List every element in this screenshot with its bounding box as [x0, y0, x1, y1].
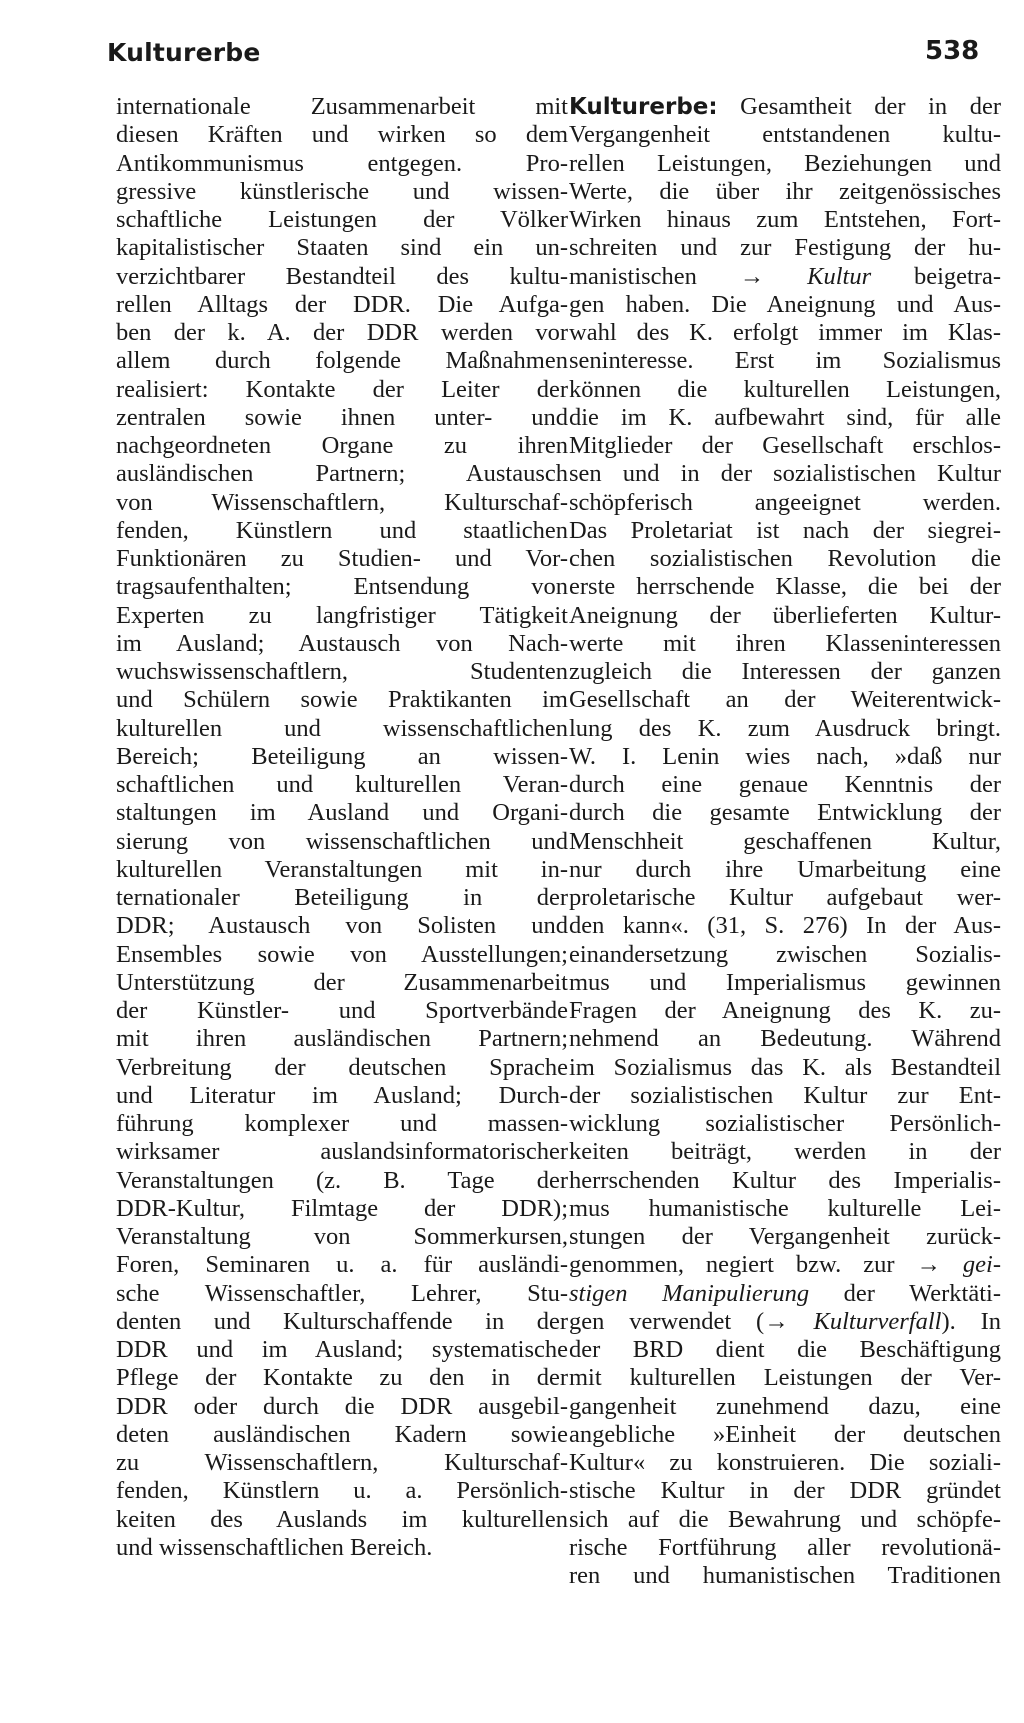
text-line: und Literatur im Ausland; Durch-: [116, 1081, 568, 1109]
text-line: von Wissenschaftlern, Kulturschaf-: [116, 488, 568, 516]
text-line: Aneignung der überlieferten Kultur-: [569, 601, 1001, 629]
cross-reference-geistige-manipulierung-cont: stigen Manipulierung: [569, 1279, 810, 1307]
text-line: wahl des K. erfolgt immer im Klas-: [569, 319, 1001, 346]
text-line: internationale Zusammenarbeit mit: [116, 93, 568, 120]
left-column: [116, 93, 568, 1562]
text-line: fenden, Künstlern u. a. Persönlich-: [116, 1477, 568, 1505]
right-column: [569, 93, 1001, 1590]
text-line: werte mit ihren Klasseninteressen: [569, 629, 1001, 657]
text-line: angebliche »Einheit der deutschen: [569, 1420, 1001, 1448]
text-line: wuchswissenschaftlern, Studenten: [116, 658, 568, 685]
text-line: zugleich die Interessen der ganzen: [569, 658, 1001, 685]
text-line: zu Wissenschaftlern, Kulturschaf-: [116, 1449, 568, 1476]
text-line: durch eine genaue Kenntnis der: [569, 771, 1001, 798]
text-line: fenden, Künstlern und staatlichen: [116, 516, 568, 544]
text-line: seninteresse. Erst im Sozialismus: [569, 347, 1001, 375]
text-line: im Ausland; Austausch von Nach-: [116, 629, 568, 657]
text-line: sche Wissenschaftler, Lehrer, Stu-: [116, 1279, 568, 1307]
text-line: führung komplexer und massen-: [116, 1110, 568, 1137]
text-line: mit kulturellen Leistungen der Ver-: [569, 1364, 1001, 1392]
text-line: schöpferisch angeeignet werden.: [569, 488, 1001, 516]
text-line: nur durch ihre Umarbeitung eine: [569, 855, 1001, 883]
text-line: gen haben. Die Aneignung und Aus-: [569, 290, 1001, 318]
text-line: Bereich; Beteiligung an wissen-: [116, 742, 568, 770]
text-line: DDR-Kultur, Filmtage der DDR);: [116, 1194, 568, 1222]
text-line: den kann«. (31, S. 276) In der Aus-: [569, 912, 1001, 940]
cross-reference-geistige-manipulierung: gei-: [962, 1251, 1001, 1279]
text-line: kulturellen und wissenschaftlichen: [116, 714, 568, 742]
text-line: schreiten und zur Festigung der hu-: [569, 234, 1001, 262]
text-line: Wirken hinaus zum Entstehen, Fort-: [569, 206, 1001, 233]
text-line: schaftlichen und kulturellen Veran-: [116, 771, 568, 798]
text-line: realisiert: Kontakte der Leiter der: [116, 375, 568, 403]
text-line: DDR; Austausch von Solisten und: [116, 912, 568, 940]
entry-headword: Kulturerbe:: [569, 94, 718, 120]
text-line: W. I. Lenin wies nach, »daß nur: [569, 742, 1001, 770]
text-line: kulturellen Veranstaltungen mit in-: [116, 855, 568, 883]
text-line: herrschenden Kultur des Imperialis-: [569, 1166, 1001, 1194]
text-line: stungen der Vergangenheit zurück-: [569, 1223, 1001, 1250]
text-line: wirksamer auslandsinformatorischer: [116, 1138, 568, 1166]
text-line: sen und in der sozialistischen Kultur: [569, 460, 1001, 488]
text-line: staltungen im Ausland und Organi-: [116, 799, 568, 827]
text-line: erste herrschende Klasse, die bei der: [569, 573, 1001, 601]
text-line: stigen Manipulierung der Werktäti-: [569, 1279, 1001, 1307]
text-line: Verbreitung der deutschen Sprache: [116, 1053, 568, 1081]
text-line: proletarische Kultur aufgebaut wer-: [569, 884, 1001, 911]
text-line: mus und Imperialismus gewinnen: [569, 968, 1001, 996]
text-line: Gesellschaft an der Weiterentwick-: [569, 686, 1001, 714]
text-line: DDR oder durch die DDR ausgebil-: [116, 1392, 568, 1420]
text-line: keiten beiträgt, werden in der: [569, 1138, 1001, 1166]
text-line: und wissenschaftlichen Bereich.: [116, 1533, 433, 1561]
text-line: DDR und im Ausland; systematische: [116, 1336, 568, 1363]
text-line: der Künstler- und Sportverbände: [116, 997, 568, 1024]
text-line: Veranstaltung von Sommerkursen,: [116, 1223, 568, 1250]
text-line: gressive künstlerische und wissen-: [116, 177, 568, 205]
text-line: ben der k. A. der DDR werden vor: [116, 319, 568, 346]
text-line: Funktionären zu Studien- und Vor-: [116, 545, 568, 572]
text-line: wicklung sozialistischer Persönlich-: [569, 1110, 1001, 1137]
text-line: diesen Kräften und wirken so dem: [116, 121, 568, 149]
text-line: verzichtbarer Bestandteil des kultu-: [116, 262, 568, 290]
text-line: Mitglieder der Gesellschaft erschlos-: [569, 432, 1001, 459]
text-line: Vergangenheit entstandenen kultu-: [569, 121, 1001, 149]
text-line: mit ihren ausländischen Partnern;: [116, 1025, 568, 1053]
text-line: einandersetzung zwischen Sozialis-: [569, 940, 1001, 968]
text-line: ren und humanistischen Traditionen: [569, 1562, 1001, 1589]
cross-reference-kulturverfall: Kulturverfall: [813, 1307, 942, 1335]
text-line: gangenheit zunehmend dazu, eine: [569, 1392, 1001, 1420]
text-line: sierung von wissenschaftlichen und: [116, 827, 568, 855]
text-line: Experten zu langfristiger Tätigkeit: [116, 601, 568, 629]
cross-reference-kultur: Kultur: [807, 262, 872, 290]
text-line: genommen, negiert bzw. zur → gei-: [569, 1251, 1001, 1279]
text-line: Das Proletariat ist nach der siegrei-: [569, 516, 1001, 544]
text-line: die im K. aufbewahrt sind, für alle: [569, 403, 1001, 431]
text-line: nachgeordneten Organe zu ihren: [116, 432, 568, 459]
text-line: denten und Kulturschaffende in der: [116, 1307, 568, 1335]
text-line: zentralen sowie ihnen unter- und: [116, 403, 568, 431]
text-line: Unterstützung der Zusammenarbeit: [116, 968, 568, 996]
text-line: Ensembles sowie von Ausstellungen;: [116, 940, 568, 968]
text-line: der sozialistischen Kultur zur Ent-: [569, 1081, 1001, 1109]
text-line: ternationaler Beteiligung in der: [116, 884, 568, 911]
text-line: mus humanistische kulturelle Lei-: [569, 1194, 1001, 1222]
text-line: und Schülern sowie Praktikanten im: [116, 686, 568, 714]
text-line: tragsaufenthalten; Entsendung von: [116, 573, 568, 601]
text-line: ausländischen Partnern; Austausch: [116, 460, 568, 488]
text-line: rellen Alltags der DDR. Die Aufga-: [116, 290, 568, 318]
text-line: Foren, Seminaren u. a. für ausländi-: [116, 1251, 568, 1279]
text-line: können die kulturellen Leistungen,: [569, 375, 1001, 403]
text-line: sich auf die Bewahrung und schöpfe-: [569, 1505, 1001, 1533]
text-line: durch die gesamte Entwicklung der: [569, 799, 1001, 827]
text-line: Menschheit geschaffenen Kultur,: [569, 827, 1001, 855]
running-head: Kulturerbe: [107, 38, 261, 67]
text-line: im Sozialismus das K. als Bestandteil: [569, 1053, 1001, 1081]
text-line: allem durch folgende Maßnahmen: [116, 347, 568, 375]
entry-first-line: Kulturerbe: Gesamtheit der in der: [569, 93, 1001, 120]
text-line: der BRD dient die Beschäftigung: [569, 1336, 1001, 1363]
text-line: Antikommunismus entgegen. Pro-: [116, 149, 568, 177]
text-line: lung des K. zum Ausdruck bringt.: [569, 714, 1001, 742]
text-line: schaftliche Leistungen der Völker: [116, 206, 568, 233]
text-line: Veranstaltungen (z. B. Tage der: [116, 1166, 568, 1194]
text-line: keiten des Auslands im kulturellen: [116, 1505, 568, 1533]
text-line: Pflege der Kontakte zu den in der: [116, 1364, 568, 1392]
text-line: Fragen der Aneignung des K. zu-: [569, 997, 1001, 1024]
text-line: rellen Leistungen, Beziehungen und: [569, 149, 1001, 177]
text-line: deten ausländischen Kadern sowie: [116, 1420, 568, 1448]
text-line: kapitalistischer Staaten sind ein un-: [116, 234, 568, 262]
text-line: manistischen → Kultur beigetra-: [569, 262, 1002, 290]
text-line: chen sozialistischen Revolution die: [569, 545, 1001, 572]
text-line: rische Fortführung aller revolutionä-: [569, 1533, 1001, 1561]
text-line: Werte, die über ihr zeitgenössisches: [569, 177, 1001, 205]
text-line: gen verwendet (→ Kulturverfall). In: [569, 1307, 1001, 1335]
page-number: 538: [925, 36, 980, 66]
text-line: Kultur« zu konstruieren. Die soziali-: [569, 1449, 1001, 1476]
text-line: nehmend an Bedeutung. Während: [569, 1025, 1001, 1053]
text-line: stische Kultur in der DDR gründet: [569, 1477, 1001, 1505]
